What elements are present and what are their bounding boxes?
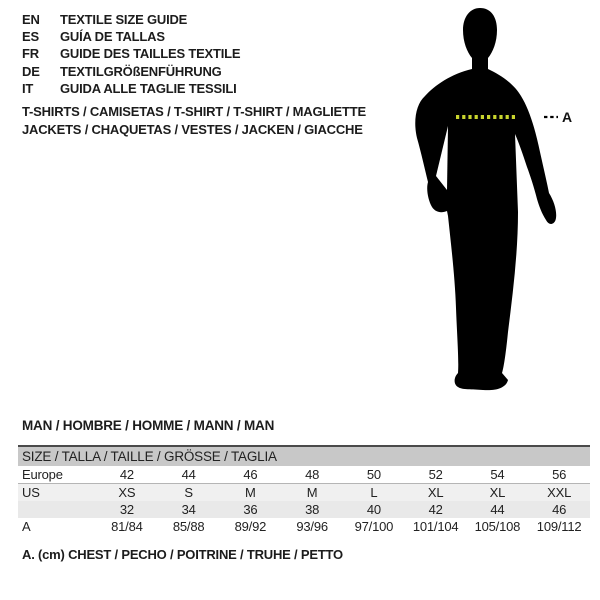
language-label: TEXTILE SIZE GUIDE (60, 12, 188, 27)
language-row-de (22, 63, 240, 80)
table-cell: 50 (343, 466, 405, 484)
table-cell: S (158, 484, 220, 502)
table-cell: 46 (528, 501, 590, 518)
table-cell: 34 (158, 501, 220, 518)
table-cell: 85/88 (158, 518, 220, 535)
table-cell: L (343, 484, 405, 502)
size-table (18, 445, 590, 535)
table-cell: 101/104 (405, 518, 467, 535)
table-row-europe (18, 466, 590, 484)
table-cell: 105/108 (467, 518, 529, 535)
table-cell: 38 (281, 501, 343, 518)
table-cell: 97/100 (343, 518, 405, 535)
table-cell: 40 (343, 501, 405, 518)
table-cell: XL (405, 484, 467, 502)
language-row-it (22, 80, 240, 97)
language-code: EN (22, 12, 40, 27)
language-code: DE (22, 63, 40, 79)
table-cell: 44 (467, 501, 529, 518)
row-label: US (18, 484, 96, 502)
language-code: FR (22, 46, 39, 62)
table-cell: 109/112 (528, 518, 590, 535)
table-cell: 89/92 (220, 518, 282, 535)
category-line-jackets: JACKETS / CHAQUETAS / VESTES / JACKEN / GIACCHE (22, 122, 363, 137)
table-cell: XL (467, 484, 529, 502)
table-cell: M (281, 484, 343, 502)
table-cell: 44 (158, 466, 220, 484)
table-cell: 81/84 (96, 518, 158, 535)
language-list (22, 11, 240, 97)
man-silhouette-svg (395, 0, 600, 400)
table-row-numeric (18, 501, 590, 518)
measurement-label-a: A (562, 109, 573, 125)
section-title-man: MAN / HOMBRE / HOMME / MANN / MAN (22, 418, 275, 433)
table-row-us (18, 484, 590, 502)
footnote-chest-legend: A. (cm) CHEST / PECHO / POITRINE / TRUHE / PETTO (22, 547, 343, 562)
language-row-en (22, 11, 240, 28)
table-cell: 52 (405, 466, 467, 484)
row-label (18, 501, 96, 518)
table-cell: 56 (528, 466, 590, 484)
table-cell: 42 (96, 466, 158, 484)
language-code: IT (22, 80, 34, 96)
table-cell: 93/96 (281, 518, 343, 535)
language-label: TEXTILGRÖßENFÜHRUNG (60, 63, 222, 79)
man-figure (395, 0, 600, 400)
table-cell: 32 (96, 501, 158, 518)
language-label: GUÍA DE TALLAS (60, 29, 165, 45)
table-cell: 42 (405, 501, 467, 518)
table-cell: XS (96, 484, 158, 502)
man-silhouette (415, 8, 556, 390)
table-cell: 54 (467, 466, 529, 484)
language-row-es (22, 28, 240, 45)
language-label: GUIDE DES TAILLES TEXTILE (60, 46, 241, 62)
size-table-header: SIZE / TALLA / TAILLE / GRÖSSE / TAGLIA (18, 446, 590, 466)
size-table-header-row (18, 446, 590, 466)
table-cell: 36 (220, 501, 282, 518)
table-cell: XXL (528, 484, 590, 502)
language-label: GUIDA ALLE TAGLIE TESSILI (60, 80, 237, 96)
language-row-fr (22, 45, 240, 62)
table-cell: 48 (281, 466, 343, 484)
row-label: Europe (18, 466, 96, 484)
table-cell: 46 (220, 466, 282, 484)
language-code: ES (22, 29, 39, 45)
table-row-a-chest (18, 518, 590, 535)
category-line-tshirts: T-SHIRTS / CAMISETAS / T-SHIRT / T-SHIRT / MAGLIETTE (22, 104, 366, 119)
table-cell: M (220, 484, 282, 502)
row-label: A (18, 518, 96, 535)
